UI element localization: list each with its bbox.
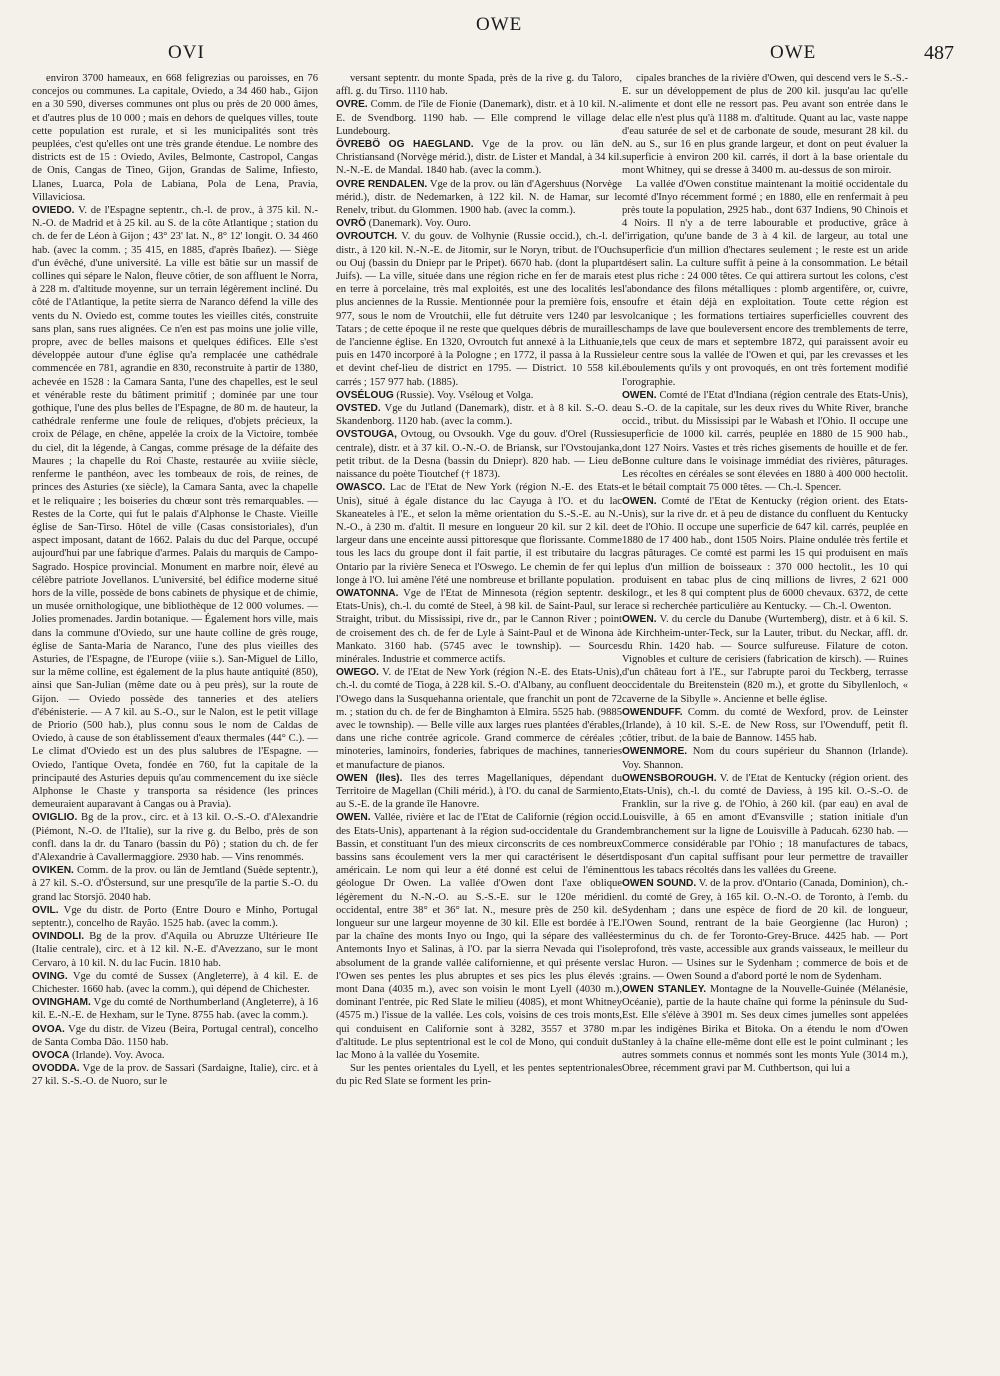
entry-headword: OWASCO.: [336, 482, 386, 494]
entry-text: V. de l'Etat de Kentucky (région orient. des Etats-Unis), ch.-l. du comté de Daviess, à 195 kil. O.-S.-O. de Franklin, sur la rive g. de l'Ohio, à 260 kil. (par eau) en aval de Louisville, à 65 en amont d'Evansville ; station initiale d'un embranchement sur la ligne de Louisville à Paducah. 6230 hab. — Commerce considérable par l'Ohio ; 18 manufactures de tabacs, disposant d'un capital suffisant pour leur permettre de travailler tous les tabacs récoltés dans les vallées du Greene.: [622, 772, 908, 877]
dictionary-entry: [622, 495, 908, 614]
dictionary-entry: [336, 402, 622, 428]
entry-headword: OWEN SOUND.: [622, 878, 697, 890]
entry-headword: ÖVREBÖ OG HAEGLAND.: [336, 139, 474, 151]
dictionary-entry: [32, 864, 318, 904]
text-column-2: [336, 72, 622, 1368]
entry-text: Comm. de l'île de Fionie (Danemark), distr. et à 10 kil. N.-E. de Svendborg. 1190 hab. — Elle comprend le village de Lundebourg.: [336, 99, 622, 137]
dictionary-entry: [336, 230, 622, 388]
text-column-1: [32, 72, 318, 1368]
entry-text: V. de l'Espagne septentr., ch.-l. de prov., à 375 kil. N.-N.-O. de Madrid et à 25 kil. au S. de la côte Atlantique ; station du ch. de fer de Léon à Gijon ; 43° 23' lat. N., 8° 12' longit. O. 34 460 hab. (avec la comm. ; 35 415, en 1885, d'après Ibañez). — Siège d'un évêché, d'une université. La ville est bâtie sur un massif de collines qui sépare le Nalon, fleuve côtier, de son affluent le Norra, à 228 m. d'altitude moyenne, sur un terrain légèrement incliné. Du côté de l'Atlantique, la petite sierra de Naranco défend la ville des vents du N. Oviedo est, comme toutes les vieilles cités, construite sans plan, sans rues alignées. Ce n'en est pas moins une jolie ville, propre, avec de belles maisons et quelques édifices. Elle s'est développée autour d'une église qu'a remplacée une cathédrale commencée en 781, agrandie en 830, reconstruite à partir de 1380, achevée en 1528 : la Camara Santa, l'une des chapelles, est le seul et vénérable reste du bâtiment primitif ; dominée par une tour gothique, l'une des plus belles de l'Espagne, de 80 m. de hauteur, la cathédrale renferme une foule de reliques, d'objets précieux, la croix de Pélage, en chêne, appelée la croix de la Victoire, tombée du ciel, dit la légende, à Cangas, comme présage de la défaite des Maures ; la chapelle du Roi Chaste, restaurée au xviiie siècle, renferme le panthéon, avec les tombeaux de rois, de reines, de princes des Asturies (xe siècle), la Camara Santa, avec la chapelle et le reliquaire ; les boiseries du chœur sont très remarquables. — Restes de la Corte, qui fut le palais d'Alphonse le Chaste. Vieille église de San-Tirso. Hôtel de ville (Casas consistoriales), d'un aspect imposant, datant de 1662. Palais du duc del Parque, occupé aujourd'hui par une fabrique d'armes. Palais du marquis de Campo-Sagrado. Hospice provincial. Monument en marbre noir, élevé au célèbre patriote Jovellanos. L'université, bel édifice moderne situé hors de la ville, possède de bons cabinets de physique et de chimie, un musée ornithologique, une bibliothèque de 12 000 volumes. — Jolies promenades. Jardin botanique. — Également hors ville, mais dans la commune d'Oviedo, sur une haute colline de grès rouge, église de Santa-Maria de Naranco, l'une des plus vieilles des Asturies, de l'Espagne, de l'Europe (viiie s.). San-Miguel de Lillo, sur la même colline, est également de la plus haute antiquité (850), ainsi que San-Julian (même date ou à peu près), sur la route de Gijon. — Oviedo possède des tanneries et des ateliers d'ébénisterie. — A 7 kil. au S.-O., sur le Nalon, est le petit village de Priorio (500 hab.), plus connu sous le nom de Caldas de Oviedo, à cause de son établissement d'eaux thermales (44° C.). — Le climat d'Oviedo est un des plus salubres de l'Espagne. — Oviedo, l'antique Oveta, fondée en 760, fut la capitale de la principauté des Asturies depuis qu'au commencement du ixe siècle Alphonse le Chaste y transporta sa résidence (les princes demeuraient auparavant à Cangas ou à Pravia).: [32, 205, 318, 811]
entry-text: cipales branches de la rivière d'Owen, qui descend vers le S.-S.-E. sur un développement de plus de 200 kil. jusqu'au lac qu'elle alimente et dont elle ne ressort pas. Peu avant son entrée dans le lac elle n'est plus qu'à 1188 m. d'altitude. Quant au lac, vaste nappe d'eau saturée de sel et de carbonate de soude, mesurant 28 kil. du N. au S., sur 16 en plus grande largeur, et dont on peut évaluer la superficie à environ 200 kil. carrés, il dort à la base orientale du mont Whitney, qui se dresse à 3400 m. au-dessus de son miroir.: [622, 73, 908, 177]
entry-text: Comté de l'Etat de Kentucky (région orient. des Etats-Unis), sur la rive dr. et à peu de distance du confluent du Kentucky et de l'Ohio. Il occupe une superficie de 647 kil. carrés, peuplée en 1880 de 17 400 hab., dont 1505 Noirs. Plaine ondulée très fertile et gras pâturages. Ce comté est parmi les 15 qui produisent en maïs plus d'un million de boisseaux : 370 000 hectolit., les 10 qui produisent en tabac plus de cinq millions de livres, 2 621 000 kilogr., et les 8 qui comptent plus de 6000 chevaux. 6372, de cette race si recherchée particulière au Kentucky. — Ch.-l. Owenton.: [622, 495, 908, 613]
entry-headword: OVIEDO.: [32, 205, 75, 217]
dictionary-entry: [336, 217, 622, 230]
entry-text: Vge de l'Etat de Minnesota (région septentr. des Etats-Unis), ch.-l. du comté de Steel, à 98 kil. de Saint-Paul, sur le Straight, tribut. du Mississipi, rive dr., par le Cannon River ; point de croisement des ch. de fer de Lyle à Saint-Paul et de Winona à Mankato. 3160 hab. (5745 avec le township). — Sources minérales. Industrie et commerce actifs.: [336, 587, 622, 665]
dictionary-entry: [32, 996, 318, 1022]
dictionary-entry: [622, 745, 908, 771]
dictionary-entry: [32, 811, 318, 864]
entry-headword: OWEN.: [622, 495, 657, 507]
entry-continuation: [622, 178, 908, 389]
entry-headword: OVRÖ: [336, 218, 367, 230]
entry-headword: OWEN.: [622, 389, 657, 401]
entry-headword: OWEN (Iles).: [336, 772, 403, 784]
dictionary-entry: [336, 666, 622, 772]
dictionary-entry: [622, 983, 908, 1075]
dictionary-entry: [336, 772, 622, 812]
entry-headword: OVOA.: [32, 1023, 65, 1035]
text-column-3: [622, 72, 908, 1368]
entry-headword: OWEN.: [336, 812, 371, 824]
entry-headword: OWEN STANLEY.: [622, 984, 707, 996]
entry-text: Comm. du comté de Wexford, prov. de Leinster (Irlande), à 10 kil. S.-E. de New Ross, sur l'Owenduff, petit fl. côtier, tribut. de la baie de Bannow. 1455 hab.: [622, 706, 908, 745]
entry-continuation: [32, 72, 318, 204]
dictionary-entry: [336, 428, 622, 481]
dictionary-entry: [336, 587, 622, 666]
entry-text: (Danemark). Voy. Ouro.: [368, 218, 471, 230]
page-number: 487: [924, 42, 954, 64]
entry-headword: OVSTED.: [336, 403, 381, 415]
entry-text: Sur les pentes orientales du Lyell, et les pentes septentrionales du pic Red Slate se forment les prin-: [336, 1063, 622, 1088]
entry-text: V. de la prov. d'Ontario (Canada, Dominion), ch.-l. du comté de Grey, à 165 kil. O.-N.-O. de Toronto, à l'emb. du Sydenham ; dans une espèce de fiord de 20 kil. de longueur, l'Owen Sound, rentrant de la baie Georgienne (lac Huron) ; terminus du ch. de fer Toronto-Grey-Bruce. 4425 hab. — Port profond, très vaste, accessible aux grands vaisseaux, le meilleur du lac Huron. — Usines sur le Sydenham ; commerce de bois et de grains. — Owen Sound a d'abord porté le nom de Sydenham.: [622, 878, 908, 982]
dictionary-entry: [32, 1023, 318, 1049]
entry-text: V. du cercle du Danube (Wurtemberg), distr. et à 6 kil. S. de Kirchheim-unter-Teck, sur la Lauter, tribut. du Neckar, affl. dr. du Rhin. 1420 hab. — Source sulfureuse. Filature de coton. Vignobles et culture de cerisiers (fabrication de kirsch). — Ruines d'un château fort à l'E., sur l'abrupte paroi du Teckberg, terrasse occidentale du Breitenstein (820 m.), et grotte du Sibyllenloch, « caverne de la Sibylle ». Ancienne et belle église.: [622, 614, 908, 705]
running-head-right: OWE: [770, 42, 817, 63]
entry-headword: OVIL.: [32, 904, 59, 916]
dictionary-entry: [622, 772, 908, 878]
entry-text: (Russie). Voy. Vséloug et Volga.: [396, 389, 534, 401]
entry-headword: OVING.: [32, 970, 68, 982]
dictionary-entry: [336, 138, 622, 178]
dictionary-entry: [32, 930, 318, 970]
entry-text: environ 3700 hameaux, en 668 feligrezias ou paroisses, en 76 concejos ou communes. La capitale, Oviedo, a 34 460 hab., Gijon en a 30 590, diverses communes ont plus ou près de 20 000 âmes, et d'autres plus de 10 000 ; mais en dehors de quelques villes, toute cette population est rurale, et si les municipalités sont très peuplées, c'est qu'elles ont une très grande étendue. Le nombre des districts est de 15 : Oviedo, Aviles, Belmonte, Castropol, Cangas de Onis, Cangas de Tineo, Gijon, Grandas de Salime, Infiesto, Llanes, Luarca, Pola de Labiana, Pola de Lena, Pravia, Villaviciosa.: [32, 73, 318, 203]
dictionary-entry: [32, 204, 318, 811]
entry-text: V. de l'Etat de New York (région N.-E. des Etats-Unis), ch.-l. du comté de Tioga, à 228 kil. S.-O. d'Albany, au confluent de l'Owego dans la Susquehanna orientale, que franchit un pont de 72 m. ; station du ch. de fer de Binghamton à Elmira. 5525 hab. (9885 avec le township). — Belle ville aux larges rues plantées d'érables, dans une riche contrée agricole. Grand commerce de céréales ; minoteries, laminoirs, fonderies, fabriques de machines, tanneries et manufacture de pianos.: [336, 667, 622, 771]
entry-continuation: [622, 72, 908, 178]
entry-continuation: [336, 72, 622, 98]
entry-headword: OVINDOLI.: [32, 931, 85, 943]
running-head-center: OWE: [476, 14, 523, 35]
entry-text: Vge de la prov. ou län de Christiansand (Norvège mérid.), distr. de Lister et Mandal, à 34 kil. N.-N.-E. de Mandal. 1840 hab. (avec la comm.).: [336, 139, 622, 177]
entry-text: versant septentr. du monte Spada, près de la rive g. du Taloro, affl. g. du Tirso. 1110 hab.: [336, 73, 622, 98]
entry-text: Comté de l'Etat d'Indiana (région centrale des Etats-Unis), au S.-O. de la capitale, sur les deux rives du White River, branche occid., tribut. du Mississipi par le Wabash et l'Ohio. Il occupe une superficie de 1000 kil. carrés, peuplée en 1880 de 15 900 hab., dont 127 Noirs. Vastes et très riches gisements de houille et de fer. Bonne culture dans le voisinage immédiat des rivières, pâturages. Les récoltes en céréales se sont élevées en 1880 à 400 000 hectolit. et le bétail comptait 75 000 têtes. — Ch.-l. Spencer.: [622, 389, 908, 494]
entry-text: V. du gouv. de Volhynie (Russie occid.), ch.-l. de distr., à 120 kil. N.-N.-E. de Jitomir, sur le Noryn, tribut. de l'Ouch ou Ouj (bassin du Dniepr par le Pripet). 6670 hab. (dont la plupart Juifs). — La ville, située dans une région riche en fer de marais et en terre à porcelaine, très mal exploités, est une des localités les plus anciennes de la Russie. Mentionnée pour la première fois, en 977, sous le nom de Vroutchii, elle fut détruite vers 1240 par les Tatars ; de cette époque il ne reste que quelques débris de murailles de l'ancienne église. En 1320, Ovroutch fut annexé à la Lithuanie, puis en 1470 incorporé à la Pologne ; en 1772, il passa à la Russie et devint chef-lieu de district en 1795. — District. 10 558 kil. carrés ; 157 977 hab. (1885).: [336, 231, 622, 388]
entry-text: Vallée, rivière et lac de l'Etat de Californie (région occid. des Etats-Unis), appartenant à la région sud-occidentale du Grand Bassin, et constituant l'un des mieux circonscrits de ces nombreux bassins sans écoulement vers la mer qui caractérisent le désert américain. Le nom qui leur a été donné est celui de l'éminent géologue Dr Owen. La vallée d'Owen dont l'axe oblique légèrement du N.-N.-O. au S.-S.-E. sur le 120e méridien occidental, entre 38° et 36° lat. N., mesure près de 250 kil. de longueur sur une largeur moyenne de 30 kil. Elle est bordée à l'E. par la chaîne des monts Inyo ou Ingo, qui la sépare des vallées Antemonts Inyo et Salinas, à l'O. par la sierra Nevada qui l'isole absolument de la grande vallée californienne, et qui présente vers l'Owen ses pentes les plus abruptes et ses pics les plus élevés : mont Dana (4035 m.), avec son voisin le mont Lyell (4030 m.), dominant l'entrée, pic Red Slate le milieu (4085), et mont Whitney (4575 m.) l'issue de la vallée. Les cols, voisins de ces trois monts, qui conduisent en Californie sont à 3282, 3557 et 3780 m. d'altitude. Le plus septentrional est le col de Mono, qui conduit du lac Mono à la vallée du Yosemite.: [336, 812, 622, 1062]
entry-headword: OWENDUFF.: [622, 706, 683, 718]
dictionary-entry: [336, 98, 622, 138]
dictionary-entry: [336, 178, 622, 218]
dictionary-entry: [336, 481, 622, 587]
entry-headword: OWEN.: [622, 614, 657, 626]
entry-headword: OWEGO.: [336, 667, 380, 679]
entry-text: Montagne de la Nouvelle-Guinée (Mélanésie, Océanie), partie de la haute chaîne qui forme la péninsule du Sud-Est. Elle s'élève à 3901 m. Ses deux cimes jumelles sont appelées par les indigènes Birika et Bitoka. On a étendu le nom d'Owen Stanley à la chaîne elle-même dont elle est le point culminant ; les autres sommets connus et nommés sont les monts Yule (3014 m.), Obree, récemment gravi par M. Cuthbertson, qui lui a: [622, 984, 908, 1075]
entry-text: Iles des terres Magellaniques, dépendant du Territoire de Magellan (Chili mérid.), à l'O. du canal de Sarmiento, au S.-E. de la grande île Hanovre.: [336, 772, 622, 811]
entry-headword: OVIGLIO.: [32, 812, 78, 824]
entry-text: Vge du comté de Sussex (Angleterre), à 4 kil. E. de Chichester. 1660 hab. (avec la comm.), qui dépend de Chichester.: [32, 970, 318, 996]
entry-headword: OVSTOUGA,: [336, 429, 397, 441]
entry-text: Vge de la prov. ou län d'Agershuus (Norvège mérid.), distr. de Nedemarken, à 122 kil. N. de Hamar, sur le Renelv, tribut. du Glommen. 1900 hab. (avec la comm.).: [336, 178, 622, 217]
dictionary-entry: [622, 613, 908, 705]
entry-headword: OVOCA: [32, 1050, 70, 1062]
entry-headword: OVIKEN.: [32, 865, 74, 877]
entry-headword: OVSÉLOUG: [336, 389, 394, 401]
entry-text: Vge de la prov. de Sassari (Sardaigne, Italie), circ. et à 27 kil. S.-S.-O. de Nuoro, sur le: [32, 1063, 318, 1088]
entry-continuation: [336, 1062, 622, 1088]
entry-headword: OWENSBOROUGH.: [622, 772, 717, 784]
entry-text: Vge du distr. de Vizeu (Beira, Portugal central), concelho de Santa Comba Dão. 1150 hab.: [32, 1023, 318, 1048]
dictionary-entry: [32, 1049, 318, 1062]
entry-text: Ovtoug, ou Ovsoukh. Vge du gouv. d'Orel (Russie centrale), distr. et à 37 kil. O.-N.-O. de Briansk, sur l'Ovstoujanka, petit tribut. de la Desna (bassin du Dniepr). 820 hab. — Lieu de naissance du poète Tioutchef († 1873).: [336, 429, 622, 481]
running-head-left: OVI: [168, 42, 205, 63]
entry-text: Nom du cours supérieur du Shannon (Irlande). Voy. Shannon.: [622, 746, 908, 771]
entry-headword: OVRE.: [336, 99, 368, 111]
entry-text: Lac de l'Etat de New York (région N.-E. des Etats-Unis), situé à égale distance du lac Cayuga à l'O. et du lac Skaneateles à l'E., et selon la même orientation du S.-S.-E. au N.-N.-O., à 230 m. d'altit. Il mesure en longueur 20 kil. sur 2 kil. de largeur dans une enceinte aussi pittoresque que florissante. Comme tous les lacs du groupe dont il fait partie, il est tributaire du lac Ontario par la rivière Seneca et l'Oswego. Le chemin de fer qui le longe à l'O. lui amène l'été une nombreuse et brillante population.: [336, 482, 622, 586]
entry-headword: OWATONNA.: [336, 587, 399, 599]
dictionary-entry: [336, 811, 622, 1062]
dictionary-entry: [32, 1062, 318, 1088]
dictionary-entry: [32, 970, 318, 996]
entry-headword: OVINGHAM.: [32, 997, 91, 1009]
entry-headword: OVROUTCH.: [336, 231, 398, 243]
entry-headword: OWENMORE.: [622, 746, 688, 758]
entry-headword: OVODDA.: [32, 1063, 80, 1075]
dictionary-entry: [622, 389, 908, 495]
dictionary-entry: [622, 877, 908, 983]
dictionary-entry: [336, 389, 622, 402]
entry-text: Bg de la prov., circ. et à 13 kil. O.-S.-O. d'Alexandrie (Piémont, N.-O. de l'Italie), sur la rive g. du Belbo, près de son confl. dans la dr. du Tanaro (bassin du Pô) ; station du ch. de fer d'Alexandrie à Cavallermaggiore. 2930 hab. — Vins renommés.: [32, 812, 318, 863]
entry-text: Vge du distr. de Porto (Entre Douro e Minho, Portugal septentr.), concelho de Rayão. 1525 hab. (avec la comm.).: [32, 904, 318, 929]
entry-text: Vge du Jutland (Danemark), distr. et à 8 kil. S.-O. de Skandenborg. 1120 hab. (avec la comm.).: [336, 403, 622, 428]
dictionary-entry: [622, 706, 908, 746]
entry-text: (Irlande). Voy. Avoca.: [72, 1050, 165, 1062]
entry-text: Vge du comté de Northumberland (Angleterre), à 16 kil. E.-N.-E. de Hexham, sur le Tyne. 8755 hab. (avec la comm.).: [32, 997, 318, 1022]
entry-text: Bg de la prov. d'Aquila ou Abruzze Ultérieure IIe (Italie centrale), circ. et à 12 kil. N.-E. d'Avezzano, sur le mont Cervaro, à 10 kil. N. du lac Fucin. 1810 hab.: [32, 931, 318, 969]
entry-text: Comm. de la prov. ou län de Jemtland (Suède septentr.), à 27 kil. S.-O. d'Östersund, sur une presqu'île de la partie S.-O. du grand lac Storsjö. 2040 hab.: [32, 865, 318, 903]
dictionary-entry: [32, 904, 318, 930]
entry-headword: OVRE RENDALEN.: [336, 178, 428, 190]
entry-text: La vallée d'Owen constitue maintenant la moitié occidentale du comté d'Inyo récemment formé ; en 1880, elle en renfermait à peu près toute la population, 2925 hab., dont 637 Indiens, 90 Chinois et 4 Noirs. Il n'y a de terre labourable et productive, grâce à l'irrigation, qu'une bande de 3 à 4 kil. de largeur, au total une superficie d'un million d'hectares seulement ; le reste est un aride désert salin. La culture suffit à peine à la consommation. Le bétail est plus riche : 24 000 têtes. Ce qui attirera surtout les colons, c'est l'abondance des filons métalliques : plomb argentifère, or, cuivre, soufre et étain déjà en exploitation. Toute cette région est volcanique ; les formations tertiaires superficielles couvrent des champs de lave que bouleversent encore des tremblements de terre, tels que ceux de mars et septembre 1872, qui paraissent avoir eu leur centre sous la vallée de l'Owen et qui, par les crevasses et les éboulements qu'ils y ont provoqués, en ont très fortement modifié l'orographie.: [622, 178, 908, 388]
